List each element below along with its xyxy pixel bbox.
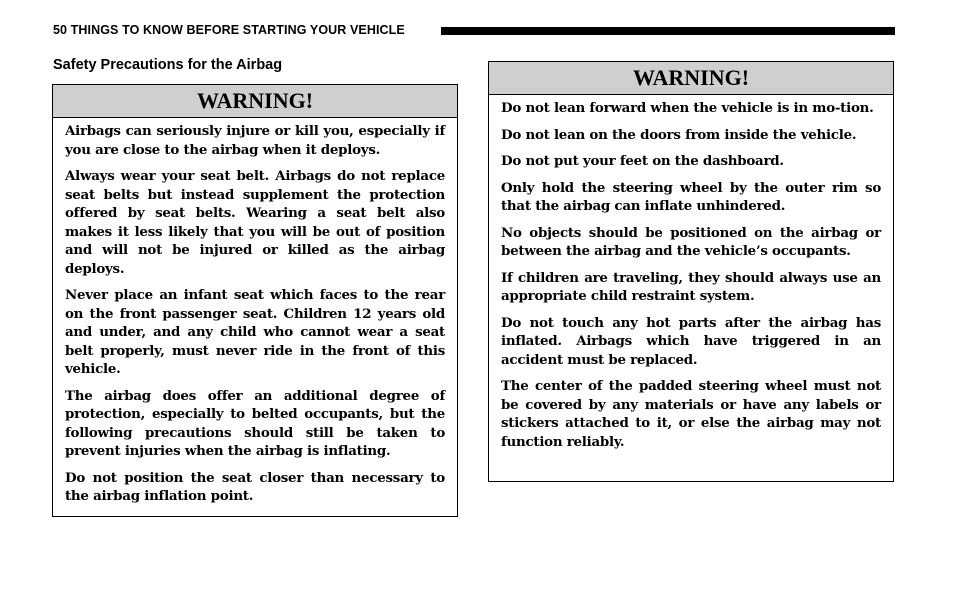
right-warning-box (488, 61, 894, 482)
header-rule (441, 27, 895, 35)
right-warning-title: WARNING! (489, 62, 893, 95)
left-warning-paragraph: Always wear your seat belt. Airbags do not replace seat belts but instead supplement the protection offered by seat belts. Wearing a seat belt also makes it less likely that you will be out of position and will not be injured or killed as the airbag deploys. (65, 168, 445, 277)
right-warning-body (489, 95, 893, 451)
right-warning-paragraph: Do not touch any hot parts after the airbag has inflated. Airbags which have triggered in an accident must be replaced. (501, 314, 881, 368)
right-warning-paragraph: Do not put your feet on the dashboard. (501, 153, 784, 169)
right-warning-paragraph: No objects should be positioned on the airbag or between the airbag and the vehicle’s occupants. (501, 224, 881, 259)
left-warning-body (53, 118, 457, 506)
left-warning-title: WARNING! (53, 85, 457, 118)
page-header-text: 50 THINGS TO KNOW BEFORE STARTING YOUR VEHICLE (53, 23, 405, 37)
left-warning-paragraph: The airbag does offer an additional degree of protection, especially to belted occupants, but the following precautions should still be taken to prevent injuries when the airbag is inflating. (65, 387, 445, 459)
left-warning-paragraph: Airbags can seriously injure or kill you, especially if you are close to the airbag when it deploys. (65, 123, 445, 158)
page-header (53, 21, 895, 39)
right-warning-paragraph: Do not lean forward when the vehicle is in mo-tion. (501, 100, 874, 116)
left-warning-box (52, 84, 458, 517)
right-warning-paragraph: If children are traveling, they should always use an appropriate child restraint system. (501, 269, 881, 304)
left-warning-paragraph: Do not position the seat closer than necessary to the airbag inflation point. (65, 469, 445, 504)
section-title: Safety Precautions for the Airbag (53, 57, 283, 73)
right-warning-paragraph: The center of the padded steering wheel must not be covered by any materials or have any labels or stickers attached to it, or else the airbag may not function reliably. (501, 378, 881, 450)
right-warning-paragraph: Only hold the steering wheel by the outer rim so that the airbag can inflate unhindered. (501, 179, 881, 214)
left-warning-paragraph: Never place an infant seat which faces to the rear on the front passenger seat. Children 12 years old and under, and any child who cannot wear a seat belt properly, must never ride in the front of this vehicle. (65, 287, 445, 377)
right-warning-paragraph: Do not lean on the doors from inside the vehicle. (501, 126, 857, 143)
